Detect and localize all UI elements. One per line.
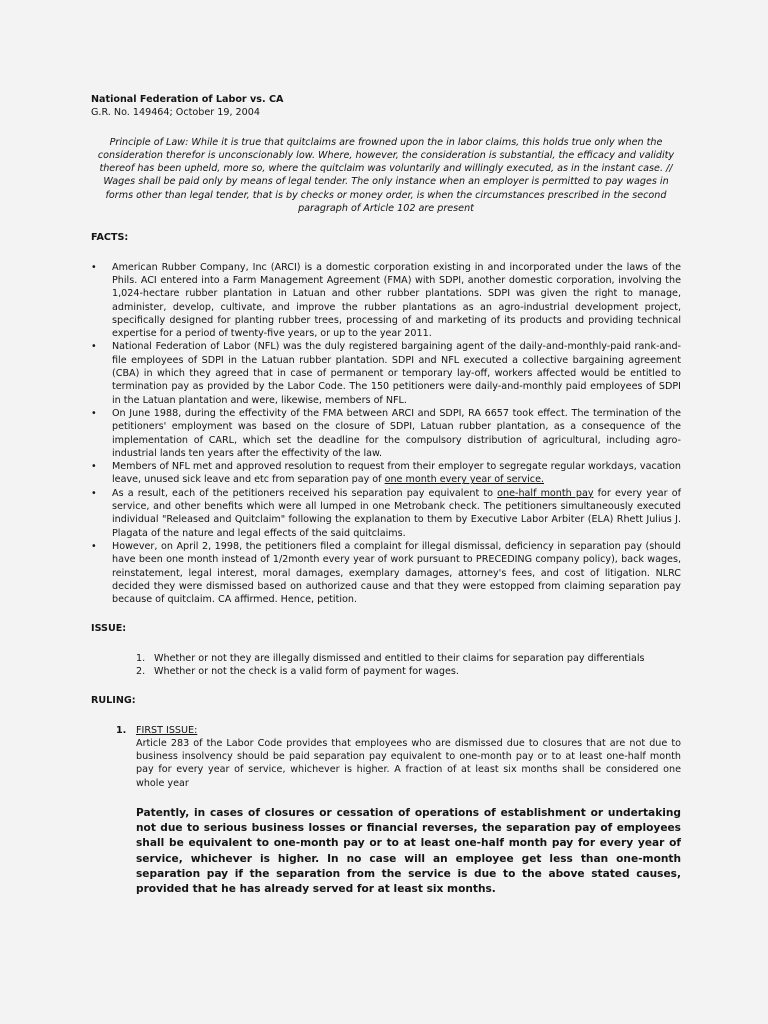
issue-text: Whether or not the check is a valid form of payment for wages.: [154, 665, 459, 677]
ruling-number: 1.: [116, 724, 127, 736]
document-body: [91, 93, 681, 897]
issue-heading: ISSUE:: [91, 623, 127, 635]
fact-item: [91, 460, 681, 487]
issue-item: [91, 665, 681, 678]
issue-number: 2.: [136, 665, 146, 677]
fact-item: • American Rubber Company, Inc (ARCI) is a domestic corporation existing in and incorporated under the laws of the Phils. ACI entered into a Farm Management Agreement (FMA) with SDPI, another domestic corporation, involving the 1,024-hectare rubber plantation in Latuan and other rubber plantations. SDPI was given the right to manage, administer, develop, cultivate, and improve the rubber plantations as an agro-industrial development project, specifically designed for planting rubber trees, processing of and marketing of its products and providing technical expertise for a period of twenty-five years, or up to the year 2011.: [91, 261, 681, 341]
fact-item: • However, on April 2, 1998, the petitioners filed a complaint for illegal dismissal, deficiency in separation pay (should have been one month instead of 1/2month every year of work pursuant to PRECEDING company policy), back wages, reinstatement, legal interest, moral damages, exemplary damages, attorney's fees, and cost of litigation. NLRC decided they were dismissed based on authorized cause and that they were estopped from claiming separation pay because of quitclaim. CA affirmed. Hence, petition.: [91, 540, 681, 606]
principle-of-law: Principle of Law: While it is true that quitclaims are frowned upon the in labor claims, this holds true only when the consideration therefor is unconscionably low. Where, however, the consideration is substantial, the efficacy and validity thereof has been upheld, more so, where the quitclaim was voluntarily and willingly executed, as in the instant case. // Wages shall be paid only by means of legal tender. The only instance when an employer is permitted to pay wages in forms other than legal tender, that is by checks or money order, is when the circumstances prescribed in the second paragraph of Article 102 are present: [97, 136, 675, 215]
ruling-subheading: FIRST ISSUE:: [136, 724, 198, 736]
fact-text: As a result, each of the petitioners received his separation pay equivalent to: [112, 487, 498, 499]
case-citation: G.R. No. 149464; October 19, 2004: [91, 107, 260, 119]
facts-heading: FACTS:: [91, 232, 129, 244]
issue-text: Whether or not they are illegally dismissed and entitled to their claims for separation pay differentials: [154, 652, 645, 664]
underlined-phrase: one-half month pay: [497, 487, 594, 499]
case-title: National Federation of Labor vs. CA: [91, 94, 284, 105]
fact-text: for every year of service, and other benefits which were all lumped in one Metrobank check. The petitioners simultaneously executed individual "Released and Quitclaim" following the explanation to them by Executive Labor Arbiter (ELA) Rhett Julius J. Plagata of the nature and legal effects of the said quitclaims.: [112, 487, 681, 539]
ruling-heading: RULING:: [91, 695, 136, 707]
ruling-bold-paragraph: Patently, in cases of closures or cessation of operations of establishment or undertaking not due to serious business losses or financial reverses, the separation pay of employees shall be equivalent to one-month pay or to at least one-half month pay for every year of service, whichever is higher. In no case will an employee get less than one-month separation pay if the separation from the service is due to the above stated causes, provided that he has already served for at least six months.: [136, 807, 681, 896]
ruling-first-issue: [91, 724, 681, 790]
fact-text: Members of NFL met and approved resolution to request from their employer to segregate regular workdays, vacation leave, unused sick leave and etc from separation pay of: [112, 461, 681, 486]
fact-item: [91, 487, 681, 540]
underlined-phrase: one month every year of service.: [384, 474, 545, 486]
facts-list: [91, 261, 681, 607]
fact-item: • National Federation of Labor (NFL) was the duly registered bargaining agent of the daily-and-monthly-paid rank-and-file employees of SDPI in the Latuan rubber plantation. SDPI and NFL executed a collective bargaining agreement (CBA) in which they agreed that in case of permanent or temporary lay-off, workers affected would be entitled to termination pay as provided by the Labor Code. The 150 petitioners were daily-and-monthly paid employees of SDPI in the Latuan plantation and were, likewise, members of NFL.: [91, 340, 681, 406]
issue-list: [91, 652, 681, 679]
ruling-paragraph: Article 283 of the Labor Code provides that employees who are dismissed due to closures that are not due to business insolvency should be paid separation pay equivalent to one-month pay or to at least one-half month pay for every year of service, whichever is higher. A fraction of at least six months shall be considered one whole year: [136, 737, 681, 789]
issue-item: [91, 652, 681, 665]
fact-item: • On June 1988, during the effectivity of the FMA between ARCI and SDPI, RA 6657 took effect. The termination of the petitioners' employment was based on the closure of SDPI, Latuan rubber plantation, as a consequence of the implementation of CARL, which set the deadline for the compulsory distribution of agricultural, including agro-industrial lands ten years after the effectivity of the law.: [91, 407, 681, 460]
issue-number: 1.: [136, 652, 146, 664]
